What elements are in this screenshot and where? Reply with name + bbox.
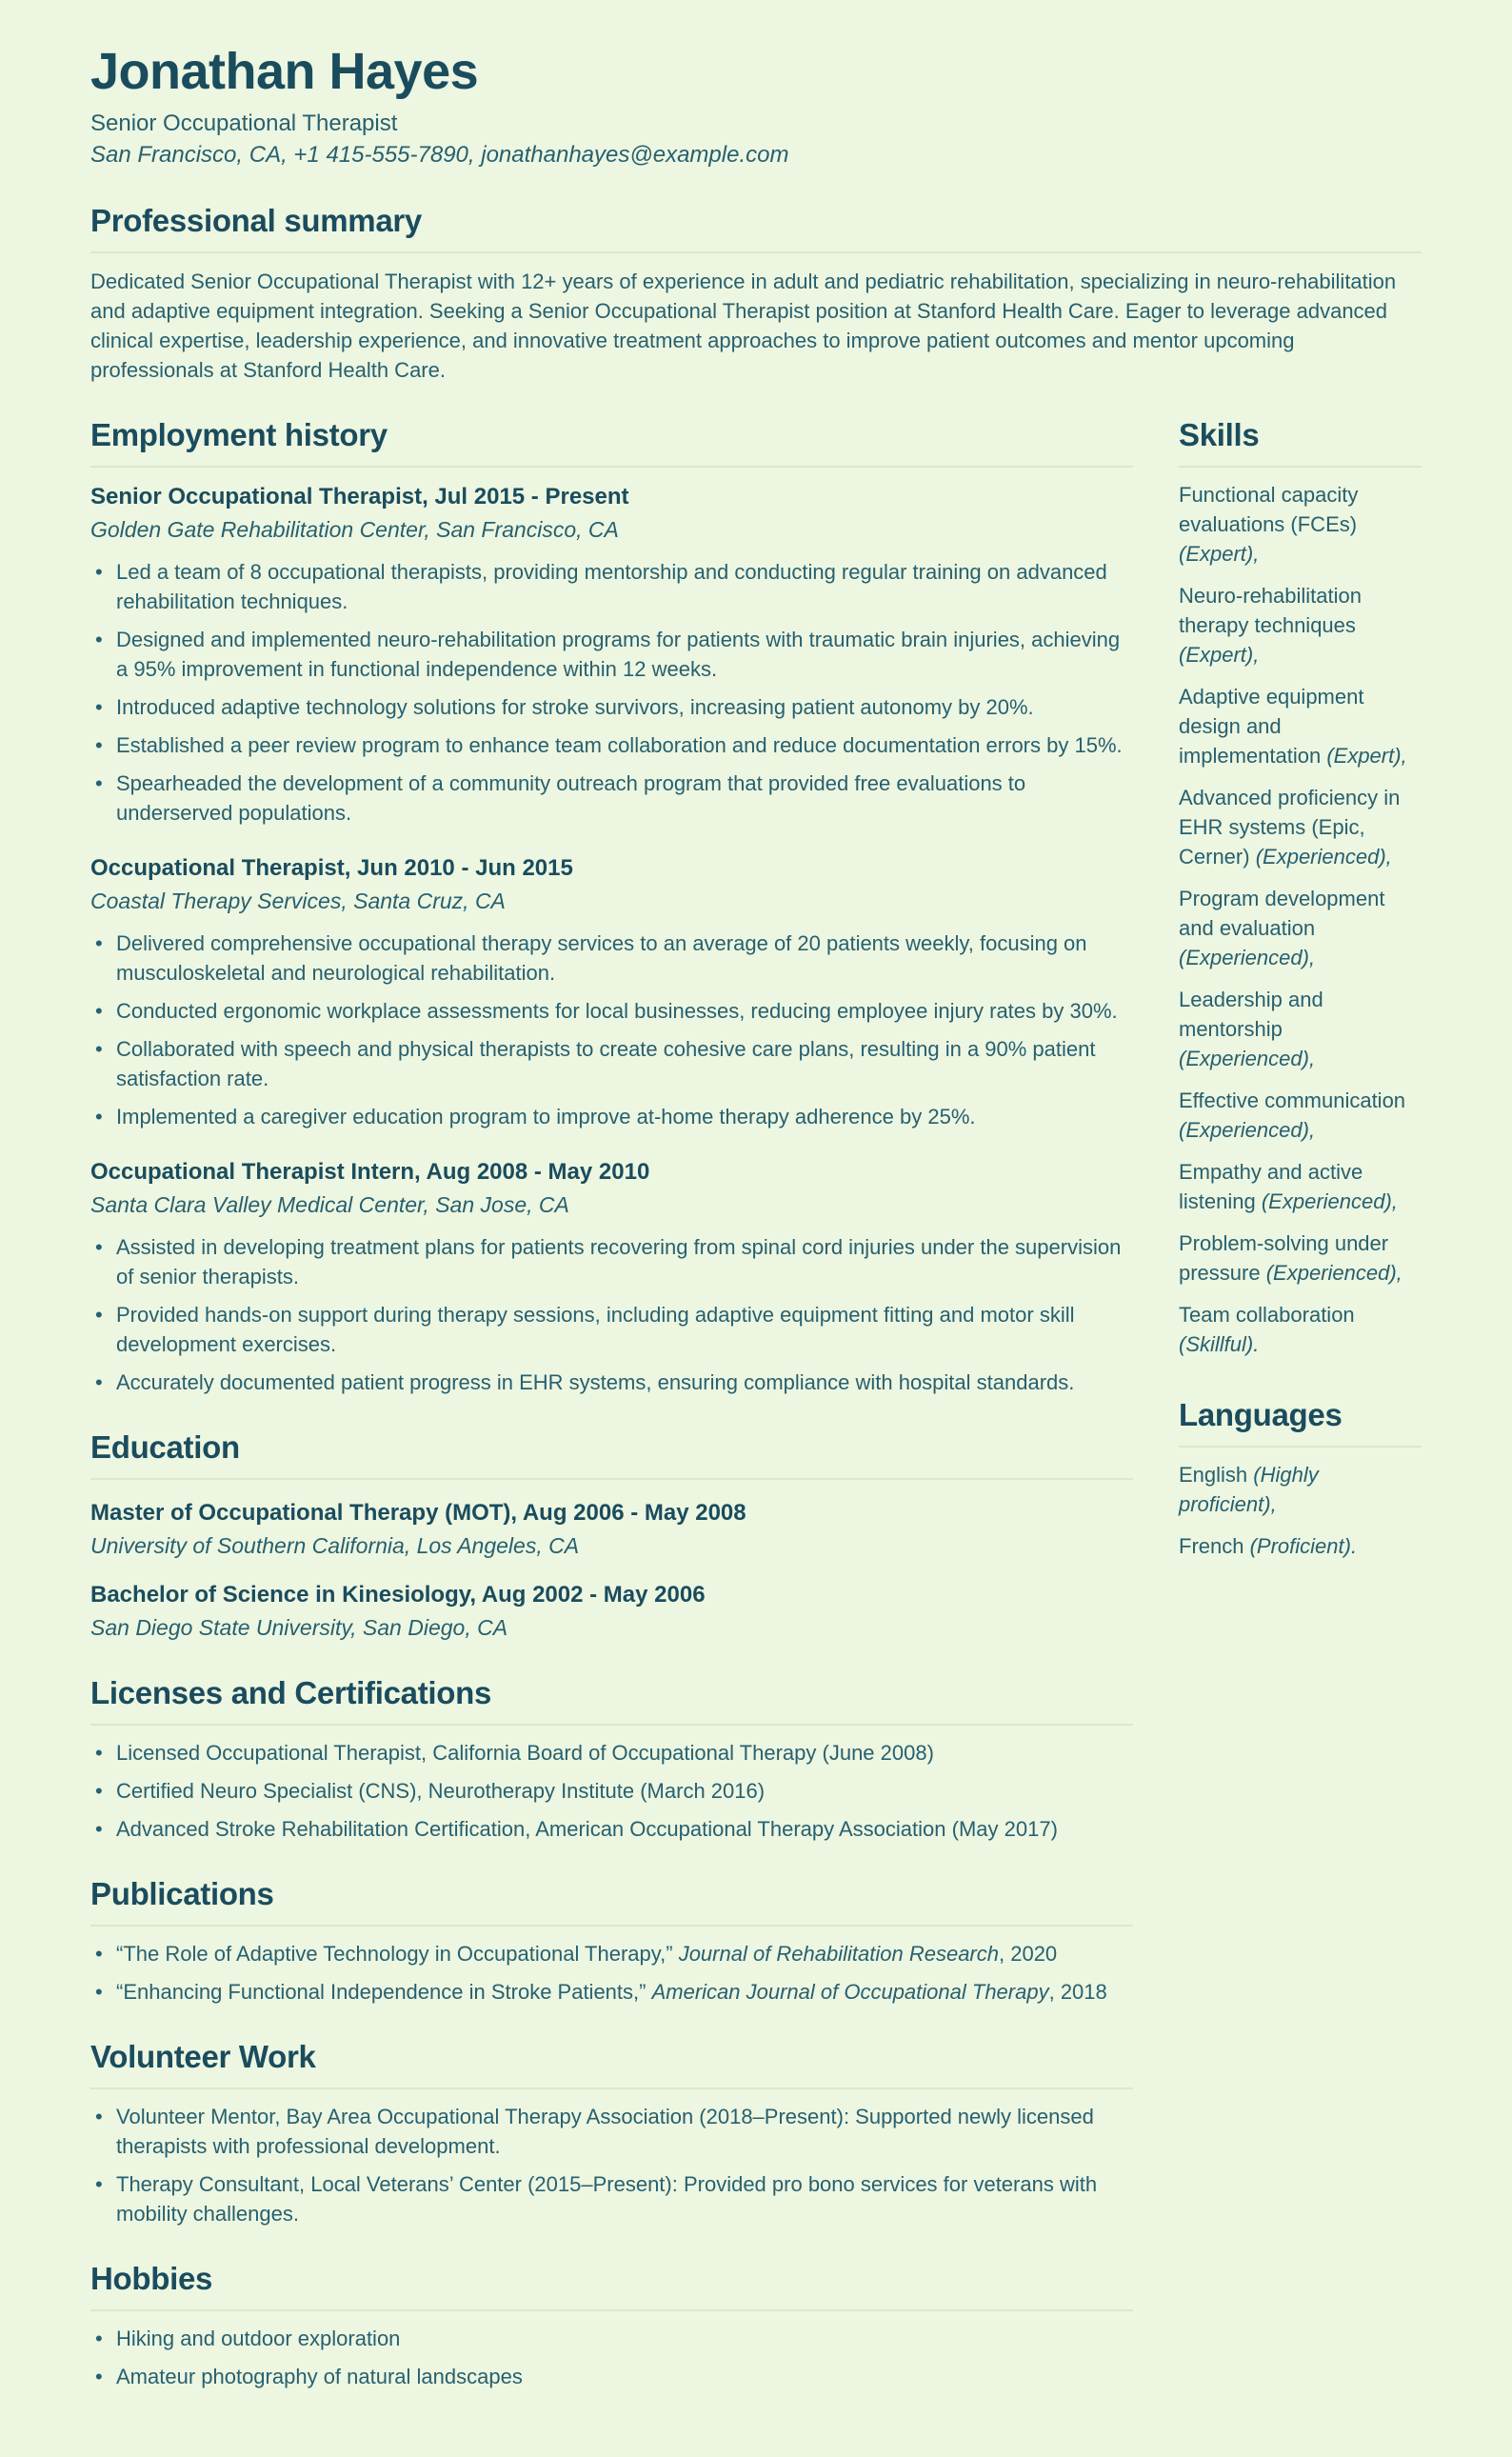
job-bullet-list (90, 929, 1133, 1131)
job-bullet-list (90, 557, 1133, 828)
publication-year: , 2018 (1048, 1980, 1107, 2005)
skill-item (1179, 1300, 1422, 1359)
publication-journal: Journal of Rehabilitation Research (678, 1942, 999, 1967)
job-bullet (90, 996, 1133, 1026)
job-bullet (90, 557, 1133, 616)
professional-summary-heading: Professional summary (90, 203, 1422, 253)
two-column-area (90, 385, 1422, 2400)
degree-entry (90, 1499, 1133, 1561)
bullet-marker: • (95, 1036, 103, 1061)
job-bullet-text: Designed and implemented neuro-rehabilitation programs for patients with traumatic brain injuries, achieving a 95% improvement in functional independence within 12 weeks. (116, 627, 1121, 681)
language-level: (Highly proficient), (1179, 1462, 1319, 1516)
language-list (1179, 1460, 1422, 1561)
job-bullet (90, 1102, 1133, 1131)
licenses-heading: Licenses and Certifications (90, 1675, 1133, 1726)
job-entry (90, 854, 1133, 1131)
job-bullet-text: Established a peer review program to enhance team collaboration and reduce documentation errors by 15%. (116, 732, 1123, 757)
publication-text (116, 1977, 1133, 2007)
bullet-marker: • (95, 627, 103, 651)
person-job-title: Senior Occupational Therapist (90, 110, 398, 137)
job-company: Golden Gate Rehabilitation Center, San Francisco, CA (90, 516, 619, 542)
job-bullet (90, 625, 1133, 684)
job-bullet (90, 730, 1133, 760)
job-bullet (90, 692, 1133, 722)
job-bullet-text: Implemented a caregiver education program to improve at-home therapy adherence by 25%. (116, 1104, 976, 1129)
volunteer-heading: Volunteer Work (90, 2039, 1133, 2089)
skills-heading: Skills (1179, 417, 1422, 468)
publication-list (90, 1939, 1133, 2007)
volunteer-item (90, 2169, 1133, 2228)
skill-name: Problem-solving under pressure (1179, 1230, 1389, 1285)
skill-level: (Experienced), (1265, 1260, 1403, 1285)
publication-item (90, 1977, 1133, 2007)
language-name: English (1179, 1462, 1248, 1487)
skill-level: (Experienced), (1179, 1117, 1316, 1142)
bullet-marker: • (95, 1779, 103, 1804)
license-text: Certified Neuro Specialist (CNS), Neurotherapy Institute (March 2016) (116, 1779, 766, 1804)
bullet-marker: • (95, 770, 103, 795)
job-bullet-list (90, 1232, 1133, 1397)
publication-item (90, 1939, 1133, 1968)
skill-level: (Expert), (1179, 541, 1260, 566)
section-professional-summary (90, 203, 1422, 385)
main-column (90, 385, 1133, 2400)
skill-level: (Experienced), (1179, 1046, 1316, 1070)
skill-item (1179, 1086, 1422, 1145)
bullet-marker: • (95, 2172, 103, 2197)
publication-title: “Enhancing Functional Independence in Stroke Patients,” (116, 1980, 652, 2005)
license-item (90, 1738, 1133, 1768)
languages-heading: Languages (1179, 1397, 1422, 1448)
skill-item (1179, 1228, 1422, 1288)
sidebar (1179, 385, 1422, 1561)
license-item (90, 1776, 1133, 1806)
degree-school: San Diego State University, San Diego, CA (90, 1615, 508, 1641)
job-bullet-text: Delivered comprehensive occupational therapy services to an average of 20 patients weekly, focusing on musculoskeletal and neurological rehabilitation. (116, 930, 1087, 985)
volunteer-text: Therapy Consultant, Local Veterans’ Center (2015–Present): Provided pro bono services for veterans with mobility challenges. (116, 2172, 1098, 2227)
bullet-marker: • (95, 2365, 103, 2389)
skill-item (1179, 1157, 1422, 1216)
bullet-marker: • (95, 2327, 103, 2351)
job-bullet-text: Introduced adaptive technology solutions for stroke survivors, increasing patient autonomy by 20%. (116, 694, 1034, 719)
skill-name: Neuro-rehabilitation therapy techniques (1179, 583, 1362, 637)
resume-header (90, 44, 1422, 170)
section-education (90, 1429, 1133, 1644)
bullet-marker: • (95, 1369, 103, 1394)
hobby-list (90, 2324, 1133, 2391)
degree-title: Master of Occupational Therapy (MOT), Aug 2006 - May 2008 (90, 1499, 746, 1526)
education-heading: Education (90, 1429, 1133, 1480)
volunteer-list (90, 2102, 1133, 2228)
job-bullet-text: Assisted in developing treatment plans for patients recovering from spinal cord injuries under the supervision of senior therapists. (116, 1234, 1122, 1288)
section-volunteer-work (90, 2039, 1133, 2228)
job-company: Coastal Therapy Services, Santa Cruz, CA (90, 888, 506, 913)
publication-title: “The Role of Adaptive Technology in Occupational Therapy,” (116, 1942, 679, 1967)
bullet-marker: • (95, 694, 103, 719)
skill-item (1179, 682, 1422, 770)
skill-item (1179, 884, 1422, 972)
contact-line: San Francisco, CA, +1 415-555-7890, jonathanhayes@example.com (90, 141, 789, 168)
skill-name: Effective communication (1179, 1088, 1406, 1112)
job-bullet-text: Provided hands-on support during therapy sessions, including adaptive equipment fitting and motor skill development exercises. (116, 1302, 1075, 1356)
bullet-marker: • (95, 1741, 103, 1766)
section-licenses-certifications (90, 1675, 1133, 1844)
skill-name: Adaptive equipment design and implementation (1179, 684, 1364, 768)
section-publications (90, 1876, 1133, 2007)
bullet-marker: • (95, 1942, 103, 1967)
bullet-marker: • (95, 1817, 103, 1842)
job-bullet (90, 1300, 1133, 1359)
publication-text (116, 1939, 1133, 1968)
skill-level: (Skillful). (1179, 1331, 1260, 1356)
hobby-text: Hiking and outdoor exploration (116, 2327, 401, 2351)
job-bullet-text: Collaborated with speech and physical therapists to create cohesive care plans, resulting in a 90% patient satisfaction rate. (116, 1036, 1096, 1090)
bullet-marker: • (95, 1104, 103, 1129)
language-item (1179, 1531, 1422, 1561)
skill-item (1179, 985, 1422, 1073)
hobby-text: Amateur photography of natural landscapes (116, 2365, 523, 2389)
section-languages (1179, 1397, 1422, 1561)
job-bullet (90, 1232, 1133, 1291)
job-bullet-text: Accurately documented patient progress in EHR systems, ensuring compliance with hospital standards. (116, 1369, 1075, 1394)
employment-history-heading: Employment history (90, 417, 1133, 468)
skill-name: Advanced proficiency in EHR systems (Epic, Cerner) (1179, 785, 1401, 869)
hobbies-heading: Hobbies (90, 2261, 1133, 2311)
job-bullet (90, 1034, 1133, 1093)
professional-summary-text: Dedicated Senior Occupational Therapist with 12+ years of experience in adult and pediatric rehabilitation, specializing in neuro-rehabilitation and adaptive equipment integration. Seeking a Senior Occupational Therapist position at Stanford Health Care. Eager to leverage advanced clinical expertise, leadership experience, and innovative treatment approaches to improve patient outcomes and mentor upcoming professionals at Stanford Health Care. (90, 270, 1397, 383)
job-bullet (90, 1368, 1133, 1397)
hobby-item (90, 2324, 1133, 2353)
job-bullet (90, 769, 1133, 828)
job-bullet-text: Spearheaded the development of a community outreach program that provided free evaluations to underserved populations. (116, 770, 1026, 825)
job-bullet-text: Conducted ergonomic workplace assessments for local businesses, reducing employee injury rates by 30%. (116, 998, 1118, 1023)
skill-name: Team collaboration (1179, 1302, 1355, 1327)
skill-item (1179, 581, 1422, 669)
skill-item (1179, 480, 1422, 569)
bullet-marker: • (95, 559, 103, 584)
license-text: Licensed Occupational Therapist, California Board of Occupational Therapy (June 2008) (116, 1741, 934, 1766)
job-bullet-text: Led a team of 8 occupational therapists, providing mentorship and conducting regular training on advanced rehabilitation techniques. (116, 559, 1107, 613)
bullet-marker: • (95, 732, 103, 757)
volunteer-item (90, 2102, 1133, 2161)
job-title: Occupational Therapist Intern, Aug 2008 - May 2010 (90, 1158, 650, 1185)
license-text: Advanced Stroke Rehabilitation Certification, American Occupational Therapy Association (May 2017) (116, 1817, 1058, 1842)
skills-list (1179, 480, 1422, 1359)
publication-year: , 2020 (999, 1942, 1058, 1967)
skill-name: Leadership and mentorship (1179, 987, 1323, 1041)
language-name: French (1179, 1533, 1244, 1558)
bullet-marker: • (95, 998, 103, 1023)
job-title: Occupational Therapist, Jun 2010 - Jun 2015 (90, 854, 573, 881)
license-list (90, 1738, 1133, 1844)
degree-title: Bachelor of Science in Kinesiology, Aug 2002 - May 2006 (90, 1582, 706, 1608)
hobby-item (90, 2362, 1133, 2391)
job-title: Senior Occupational Therapist, Jul 2015 - Present (90, 483, 629, 509)
job-entry (90, 1158, 1133, 1397)
job-bullet (90, 929, 1133, 988)
skill-level: (Experienced), (1261, 1189, 1398, 1213)
skill-level: (Expert), (1326, 743, 1407, 768)
section-skills (1179, 417, 1422, 1359)
degree-school: University of Southern California, Los Angeles, CA (90, 1532, 580, 1558)
publications-heading: Publications (90, 1876, 1133, 1927)
person-name: Jonathan Hayes (90, 43, 479, 100)
skill-level: (Expert), (1179, 642, 1260, 667)
volunteer-text: Volunteer Mentor, Bay Area Occupational Therapy Association (2018–Present): Supported newly licensed therapists with professional development. (116, 2105, 1094, 2159)
skill-name: Program development and evaluation (1179, 886, 1385, 940)
section-hobbies (90, 2261, 1133, 2391)
skill-level: (Experienced), (1255, 844, 1392, 869)
section-employment-history (90, 417, 1133, 1397)
bullet-marker: • (95, 1980, 103, 2005)
job-company: Santa Clara Valley Medical Center, San Jose, CA (90, 1191, 569, 1217)
bullet-marker: • (95, 1302, 103, 1327)
degree-entry (90, 1581, 1133, 1643)
license-item (90, 1814, 1133, 1844)
skill-item (1179, 783, 1422, 871)
skill-name: Empathy and active listening (1179, 1159, 1363, 1213)
language-item (1179, 1460, 1422, 1519)
publication-journal: American Journal of Occupational Therapy (651, 1980, 1049, 2005)
skill-name: Functional capacity evaluations (FCEs) (1179, 482, 1359, 536)
job-entry (90, 483, 1133, 828)
bullet-marker: • (95, 2105, 103, 2129)
bullet-marker: • (95, 1234, 103, 1259)
skill-level: (Experienced), (1179, 945, 1316, 969)
bullet-marker: • (95, 930, 103, 955)
language-level: (Proficient). (1249, 1533, 1358, 1558)
